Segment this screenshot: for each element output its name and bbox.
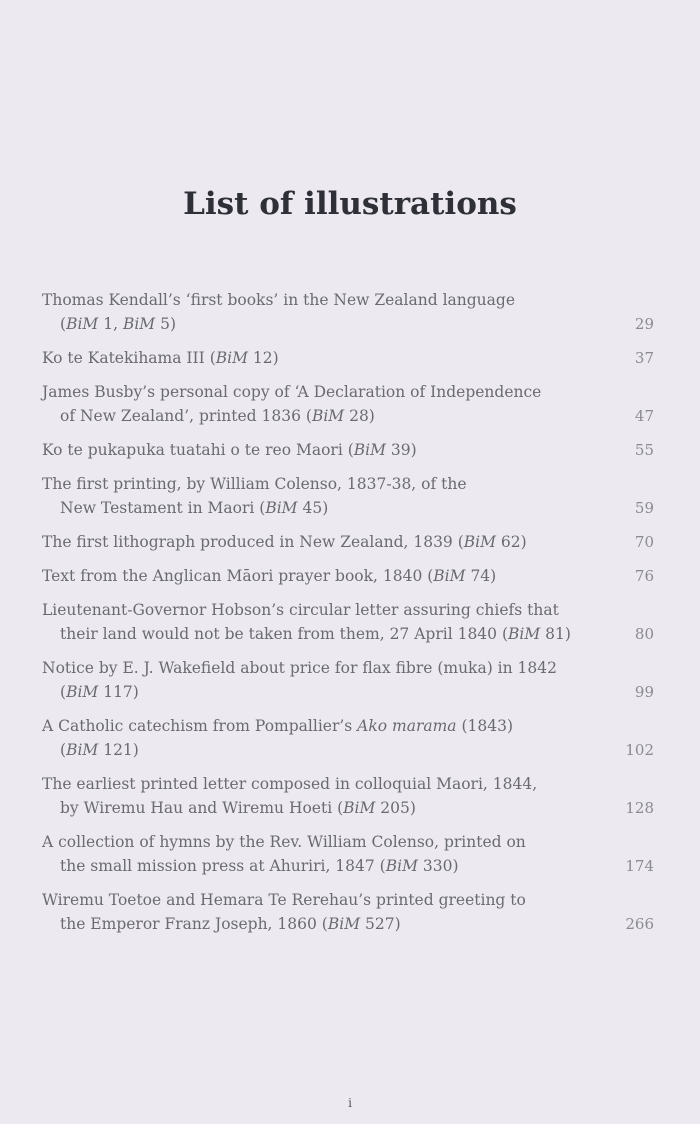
entry-caption-line <box>42 772 654 796</box>
entry-caption-continuation <box>42 796 654 820</box>
caption-text: 28) <box>344 407 375 425</box>
caption-italic-text: BiM <box>433 567 466 585</box>
caption-text: A collection of hymns by the Rev. William Colenso, printed on <box>42 833 526 851</box>
caption-text: 330) <box>417 857 459 875</box>
caption-text: 527) <box>360 915 401 933</box>
caption-italic-text: BiM <box>508 625 541 643</box>
illustration-entry <box>42 472 654 520</box>
caption-text: 81) <box>540 625 571 643</box>
illustration-entry <box>42 380 654 428</box>
caption-text: 1, <box>98 315 123 333</box>
entry-caption-line <box>42 888 654 912</box>
entry-page-number: 174 <box>625 857 654 875</box>
entry-page-number: 55 <box>634 441 654 459</box>
illustration-entry <box>42 438 654 462</box>
caption-italic-text: BiM <box>265 499 298 517</box>
caption-text: ( <box>60 315 67 333</box>
entry-page-number: 76 <box>634 567 654 585</box>
caption-text: Thomas Kendall’s ‘first books’ in the New Zealand language <box>42 291 515 309</box>
entry-caption-line <box>42 564 654 588</box>
caption-text: ( <box>60 741 67 759</box>
illustration-entry <box>42 564 654 588</box>
caption-text: 5) <box>155 315 176 333</box>
caption-text: the Emperor Franz Joseph, 1860 ( <box>60 915 328 933</box>
entry-page-number: 59 <box>634 499 654 517</box>
illustration-entry <box>42 714 654 762</box>
caption-text: 62) <box>496 533 527 551</box>
entry-caption-continuation <box>42 854 654 878</box>
caption-text: of New Zealand’, printed 1836 ( <box>60 407 312 425</box>
caption-italic-text: BiM <box>122 315 156 333</box>
entry-page-number: 47 <box>634 407 654 425</box>
caption-text: 39) <box>385 441 417 459</box>
caption-text: (1843) <box>456 717 514 735</box>
page-folio: i <box>348 1096 352 1110</box>
caption-italic-text: BiM <box>463 533 496 551</box>
entry-page-number: 99 <box>634 683 654 701</box>
entry-caption-line <box>42 438 654 462</box>
caption-text: 12) <box>247 349 279 367</box>
caption-text: ( <box>60 683 67 701</box>
caption-text: by Wiremu Hau and Wiremu Hoeti ( <box>60 799 344 817</box>
entry-page-number: 80 <box>634 625 654 643</box>
caption-text: 45) <box>297 499 329 517</box>
caption-text: Lieutenant-Governor Hobson’s circular letter assuring chiefs that <box>42 601 559 619</box>
illustration-entry <box>42 598 654 646</box>
caption-text: Wiremu Toetoe and Hemara Te Rerehau’s printed greeting to <box>42 891 526 909</box>
entry-caption-continuation <box>42 912 654 936</box>
entry-caption-line <box>42 714 654 738</box>
illustration-entry <box>42 288 654 336</box>
entry-caption-line <box>42 380 654 404</box>
caption-text: Text from the Anglican Māori prayer book, 1840 ( <box>42 567 434 585</box>
illustration-entry <box>42 530 654 554</box>
caption-italic-text: BiM <box>215 349 248 367</box>
caption-text: The first lithograph produced in New Zealand, 1839 ( <box>42 533 464 551</box>
entry-caption-line <box>42 288 654 312</box>
caption-text: Ko te pukapuka tuatahi o te reo Maori ( <box>42 441 354 459</box>
entry-page-number: 128 <box>625 799 654 817</box>
caption-text: James Busby’s personal copy of ‘A Declaration of Independence <box>42 383 542 401</box>
caption-italic-text: BiM <box>353 441 386 459</box>
illustration-entry <box>42 888 654 936</box>
illustration-entry <box>42 830 654 878</box>
caption-italic-text: BiM <box>343 799 376 817</box>
caption-text: Notice by E. J. Wakefield about price for flax fibre (muka) in 1842 <box>42 659 557 677</box>
caption-italic-text: BiM <box>327 915 361 933</box>
entry-page-number: 37 <box>634 349 654 367</box>
caption-text: The first printing, by William Colenso, 1837-38, of the <box>42 475 467 493</box>
entry-caption-line <box>42 472 654 496</box>
entry-page-number: 29 <box>634 315 654 333</box>
entry-page-number: 70 <box>634 533 654 551</box>
entry-page-number: 102 <box>625 741 654 759</box>
caption-italic-text: BiM <box>66 741 99 759</box>
entry-caption-line <box>42 598 654 622</box>
caption-text: 205) <box>375 799 416 817</box>
entry-page-number: 266 <box>625 915 654 933</box>
caption-italic-text: BiM <box>66 683 99 701</box>
caption-italic-text: Ako marama <box>357 717 457 735</box>
illustrations-list <box>42 288 654 946</box>
illustration-entry <box>42 772 654 820</box>
entry-caption-line <box>42 830 654 854</box>
illustration-entry <box>42 346 654 370</box>
caption-text: The earliest printed letter composed in colloquial Maori, 1844, <box>42 775 538 793</box>
caption-text: their land would not be taken from them, 27 April 1840 ( <box>60 625 509 643</box>
page-title: List of illustrations <box>183 186 517 222</box>
entry-caption-continuation <box>42 404 654 428</box>
entry-caption-line <box>42 530 654 554</box>
caption-text: 117) <box>98 683 139 701</box>
caption-italic-text: BiM <box>311 407 345 425</box>
caption-text: A Catholic catechism from Pompallier’s <box>42 717 358 735</box>
illustration-entry <box>42 656 654 704</box>
entry-caption-continuation <box>42 738 654 762</box>
caption-text: 74) <box>465 567 497 585</box>
caption-text: New Testament in Maori ( <box>60 499 266 517</box>
entry-caption-line <box>42 346 654 370</box>
caption-italic-text: BiM <box>66 315 99 333</box>
caption-text: Ko te Katekihama III ( <box>42 349 216 367</box>
caption-italic-text: BiM <box>385 857 418 875</box>
entry-caption-line <box>42 656 654 680</box>
caption-text: 121) <box>98 741 139 759</box>
entry-caption-continuation <box>42 680 654 704</box>
entry-caption-continuation <box>42 496 654 520</box>
caption-text: the small mission press at Ahuriri, 1847 ( <box>60 857 386 875</box>
entry-caption-continuation <box>42 312 654 336</box>
entry-caption-continuation <box>42 622 654 646</box>
